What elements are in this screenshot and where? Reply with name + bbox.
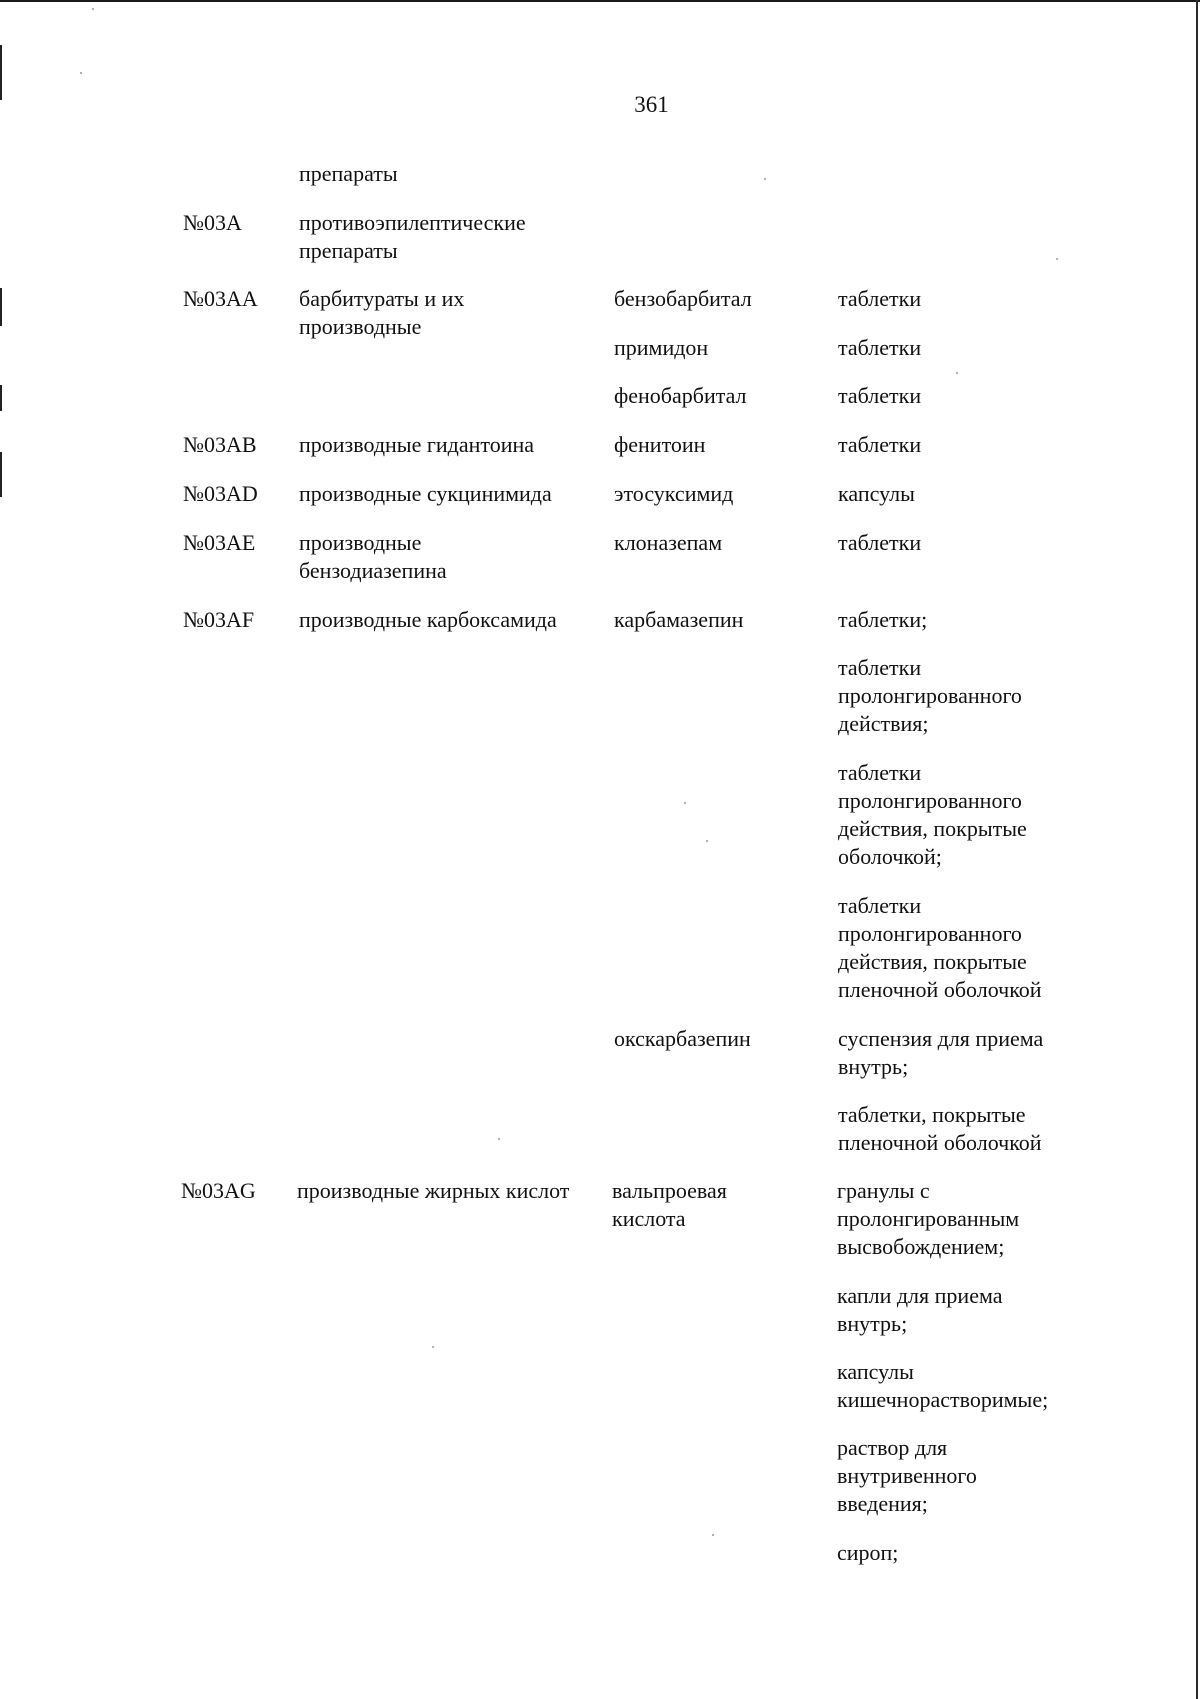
group-name: производные жирных кислот: [297, 1178, 570, 1203]
scan-speck: [92, 8, 94, 10]
drug-name: окскарбазепин: [614, 1026, 751, 1051]
scan-speck: [706, 840, 708, 842]
dosage-form: кишечнорастворимые;: [837, 1387, 1049, 1412]
dosage-form: таблетки: [838, 655, 922, 680]
drug-name: кислота: [612, 1206, 686, 1231]
group-name: производные: [299, 314, 422, 339]
dosage-form: таблетки: [838, 335, 922, 360]
dosage-form: пленочной оболочкой: [838, 977, 1042, 1002]
atc-code: №03AE: [183, 530, 256, 555]
dosage-form: капли для приема: [837, 1283, 1003, 1308]
dosage-form: пролонгированным: [837, 1206, 1020, 1231]
group-name: производные гидантоина: [299, 432, 535, 457]
dosage-form: таблетки: [838, 530, 922, 555]
drug-name: этосуксимид: [614, 481, 734, 506]
dosage-form: высвобождением;: [837, 1234, 1005, 1259]
atc-code: №03AB: [183, 432, 257, 457]
scan-right-edge: [1196, 0, 1198, 1699]
dosage-form: таблетки: [838, 893, 922, 918]
scan-speck: [80, 72, 82, 74]
dosage-form: пленочной оболочкой: [838, 1130, 1042, 1155]
margin-mark: [0, 452, 2, 497]
group-name: производные карбоксамида: [299, 607, 557, 632]
group-name: производные сукцинимида: [299, 481, 552, 506]
scan-speck: [764, 178, 766, 180]
group-name: барбитураты и их: [299, 286, 465, 311]
group-name: препараты: [299, 238, 398, 263]
drug-name: фенитоин: [614, 432, 706, 457]
dosage-form: действия;: [838, 711, 929, 736]
scan-top-edge: [0, 0, 1200, 2]
scan-speck: [684, 802, 686, 804]
dosage-form: таблетки;: [838, 607, 928, 632]
scan-speck: [432, 1346, 434, 1348]
dosage-form: действия, покрытые: [838, 816, 1027, 841]
margin-mark: [0, 288, 2, 326]
dosage-form: оболочкой;: [838, 844, 942, 869]
atc-code: №03AG: [181, 1178, 256, 1203]
page-number: 361: [634, 92, 669, 117]
scan-speck: [956, 372, 958, 374]
dosage-form: введения;: [837, 1491, 928, 1516]
dosage-form: суспензия для приема: [838, 1026, 1044, 1051]
group-name: противоэпилептические: [299, 210, 526, 235]
atc-code: №03AF: [183, 607, 255, 632]
atc-code: №03A: [183, 210, 242, 235]
drug-name: фенобарбитал: [614, 383, 747, 408]
dosage-form: пролонгированного: [838, 788, 1022, 813]
drug-name: вальпроевая: [612, 1178, 727, 1203]
dosage-form: таблетки, покрытые: [838, 1102, 1026, 1127]
dosage-form: раствор для: [837, 1435, 948, 1460]
dosage-form: пролонгированного: [838, 683, 1022, 708]
drug-name: клоназепам: [614, 530, 723, 555]
dosage-form: внутрь;: [837, 1311, 908, 1336]
drug-name: карбамазепин: [614, 607, 744, 632]
dosage-form: таблетки: [838, 760, 922, 785]
dosage-form: капсулы: [837, 1359, 914, 1384]
atc-code: №03AD: [183, 481, 258, 506]
dosage-form: действия, покрытые: [838, 949, 1027, 974]
dosage-form: гранулы с: [837, 1178, 930, 1203]
group-name-continued: препараты: [299, 161, 398, 186]
dosage-form: пролонгированного: [838, 921, 1022, 946]
atc-code: №03AA: [183, 286, 258, 311]
dosage-form: сироп;: [837, 1540, 899, 1565]
scan-speck: [498, 1138, 500, 1140]
dosage-form: внутривенного: [837, 1463, 977, 1488]
scan-speck: [1056, 258, 1058, 260]
group-name: бензодиазепина: [299, 558, 447, 583]
dosage-form: таблетки: [838, 383, 922, 408]
scan-speck: [712, 1534, 714, 1536]
dosage-form: внутрь;: [838, 1054, 909, 1079]
drug-name: примидон: [614, 335, 709, 360]
drug-name: бензобарбитал: [614, 286, 752, 311]
dosage-form: таблетки: [838, 286, 922, 311]
dosage-form: таблетки: [838, 432, 922, 457]
group-name: производные: [299, 530, 422, 555]
dosage-form: капсулы: [838, 481, 915, 506]
margin-mark: [0, 385, 2, 411]
